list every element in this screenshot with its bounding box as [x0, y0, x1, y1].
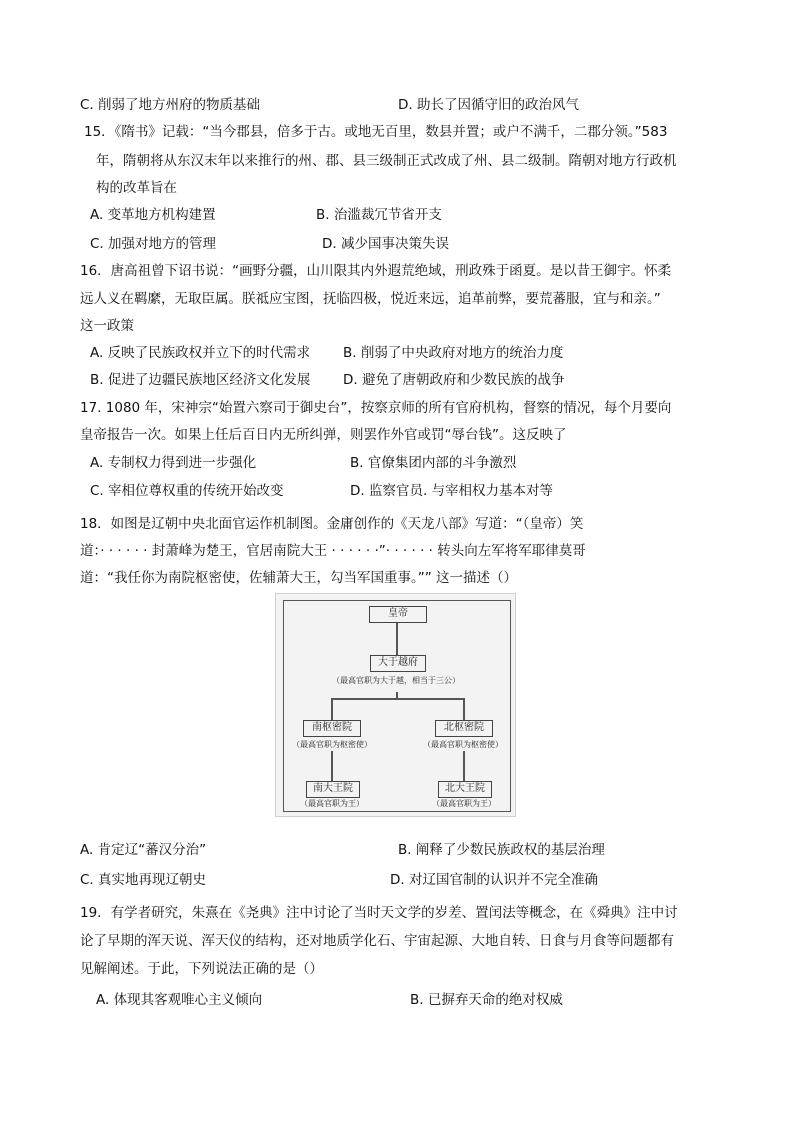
south-king-box: 南大王院 — [306, 781, 360, 798]
q19-stem-line3: 见解阐述。于此，下列说法正确的是（） — [80, 961, 323, 977]
liao-official-system-diagram — [275, 593, 516, 817]
q19-option-a: A. 体现其客观唯心主义倾向 — [96, 992, 263, 1008]
q18-option-b: B. 阐释了少数民族政权的基层治理 — [398, 842, 605, 858]
q15-option-a: A. 变革地方机构建置 — [90, 207, 216, 223]
yuyue-box: 大于越府 — [370, 655, 426, 672]
south-council-box: 南枢密院 — [303, 720, 361, 737]
q17-option-c: C. 宰相位尊权重的传统开始改变 — [90, 483, 284, 499]
q15-stem-line2: 年，隋朝将从东汉末年以来推行的州、郡、县三级制正式改成了州、县二级制。隋朝对地方行政机 — [96, 153, 677, 169]
q19-option-b: B. 已摒弃天命的绝对权威 — [410, 992, 563, 1008]
q15-stem-line1: 15．《隋书》记载：“当今郡县，倍多于古。或地无百里，数县并置；或户不满千，二郡分领。”583 — [84, 124, 668, 140]
q16-option-d: D. 避免了唐朝政府和少数民族的战争 — [343, 372, 565, 388]
q16-option-a: A. 反映了民族政权并立下的时代需求 — [90, 345, 311, 361]
q15-option-b: B. 治滥裁冗节省开支 — [316, 207, 442, 223]
q15-stem-line3: 构的改革旨在 — [96, 180, 177, 196]
q14-option-d: D. 助长了因循守旧的政治风气 — [398, 97, 579, 113]
q18-option-d: D. 对辽国官制的认识并不完全准确 — [390, 872, 598, 888]
q19-stem-line1: 19．有学者研究，朱熹在《尧典》注中讨论了当时天文学的岁差、置闰法等概念，在《舜典》注中讨 — [80, 905, 678, 921]
connector-to-north-council — [463, 698, 465, 720]
q16-stem-line3: 这一政策 — [80, 318, 134, 334]
q15-option-c: C. 加强对地方的管理 — [90, 236, 217, 252]
q17-stem-line2: 皇帝报告一次。如果上任后百日内无所纠弹，则罢作外官或罚“辱台钱”。这反映了 — [80, 427, 567, 443]
north-council-note: （最高官职为枢密使） — [423, 740, 503, 749]
north-king-box: 北大王院 — [438, 781, 492, 798]
south-council-note: （最高官职为枢密使） — [292, 740, 372, 749]
q14-option-c: C. 削弱了地方州府的物质基础 — [80, 97, 261, 113]
connector-emperor-yuyue — [396, 621, 398, 655]
q16-option-c: B. 促进了边疆民族地区经济文化发展 — [90, 372, 311, 388]
q16-option-b: B. 削弱了中央政府对地方的统治力度 — [343, 345, 564, 361]
q18-stem-line3: 道：“我任你为南院枢密使，佐辅萧大王，勾当军国重事。”” 这一描述（） — [80, 570, 518, 586]
q18-option-c: C. 真实地再现辽朝史 — [80, 872, 207, 888]
emperor-box: 皇帝 — [369, 606, 427, 623]
north-council-box: 北枢密院 — [435, 720, 493, 737]
q19-stem-line2: 论了早期的浑天说、浑天仪的结构，还对地质学化石、宇宙起源、大地自转、日食与月食等问题都有 — [80, 933, 674, 949]
q17-option-d: D. 监察官员. 与宰相权力基本对等 — [350, 483, 554, 499]
q16-stem-line1: 16．唐高祖曾下诏书说：“画野分疆，山川限其内外遐荒绝域，刑政殊于函夏。是以昔王御宇。怀柔 — [80, 263, 672, 279]
q18-option-a: A. 肯定辽“蕃汉分治” — [80, 842, 207, 858]
connector-south-council-king — [331, 751, 333, 781]
q17-option-a: A. 专制权力得到进一步强化 — [90, 455, 257, 471]
q17-stem-line1: 17. 1080 年，宋神宗“始置六察司于御史台”，按察京师的所有官府机构，督察的情况，每个月要向 — [80, 400, 672, 416]
south-king-note: （最高官职为王） — [300, 799, 364, 808]
connector-to-south-council — [331, 698, 333, 720]
q18-stem-line1: 18．如图是辽朝中央北面官运作机制图。金庸创作的《天龙八部》写道：“（皇帝）笑 — [80, 516, 584, 532]
yuyue-note: （最高官职为大于越，相当于三公） — [332, 676, 460, 685]
q18-stem-line2: 道：· · · · · · 封萧峰为楚王，官居南院大王 · · · · · ·”· · · · · · 转头向左军将军耶律莫哥 — [80, 543, 586, 559]
q17-option-b: B. 官僚集团内部的斗争激烈 — [350, 455, 517, 471]
q16-stem-line2: 远人义在羁縻，无取臣属。朕祗应宝图，抚临四极，悦近来远，追革前弊，要荒蕃服，宜与和亲。” — [80, 291, 661, 307]
connector-split-horizontal — [331, 698, 463, 700]
connector-north-council-king — [463, 751, 465, 781]
north-king-note: （最高官职为王） — [432, 799, 496, 808]
q15-option-d: D. 减少国事决策失误 — [322, 236, 449, 252]
